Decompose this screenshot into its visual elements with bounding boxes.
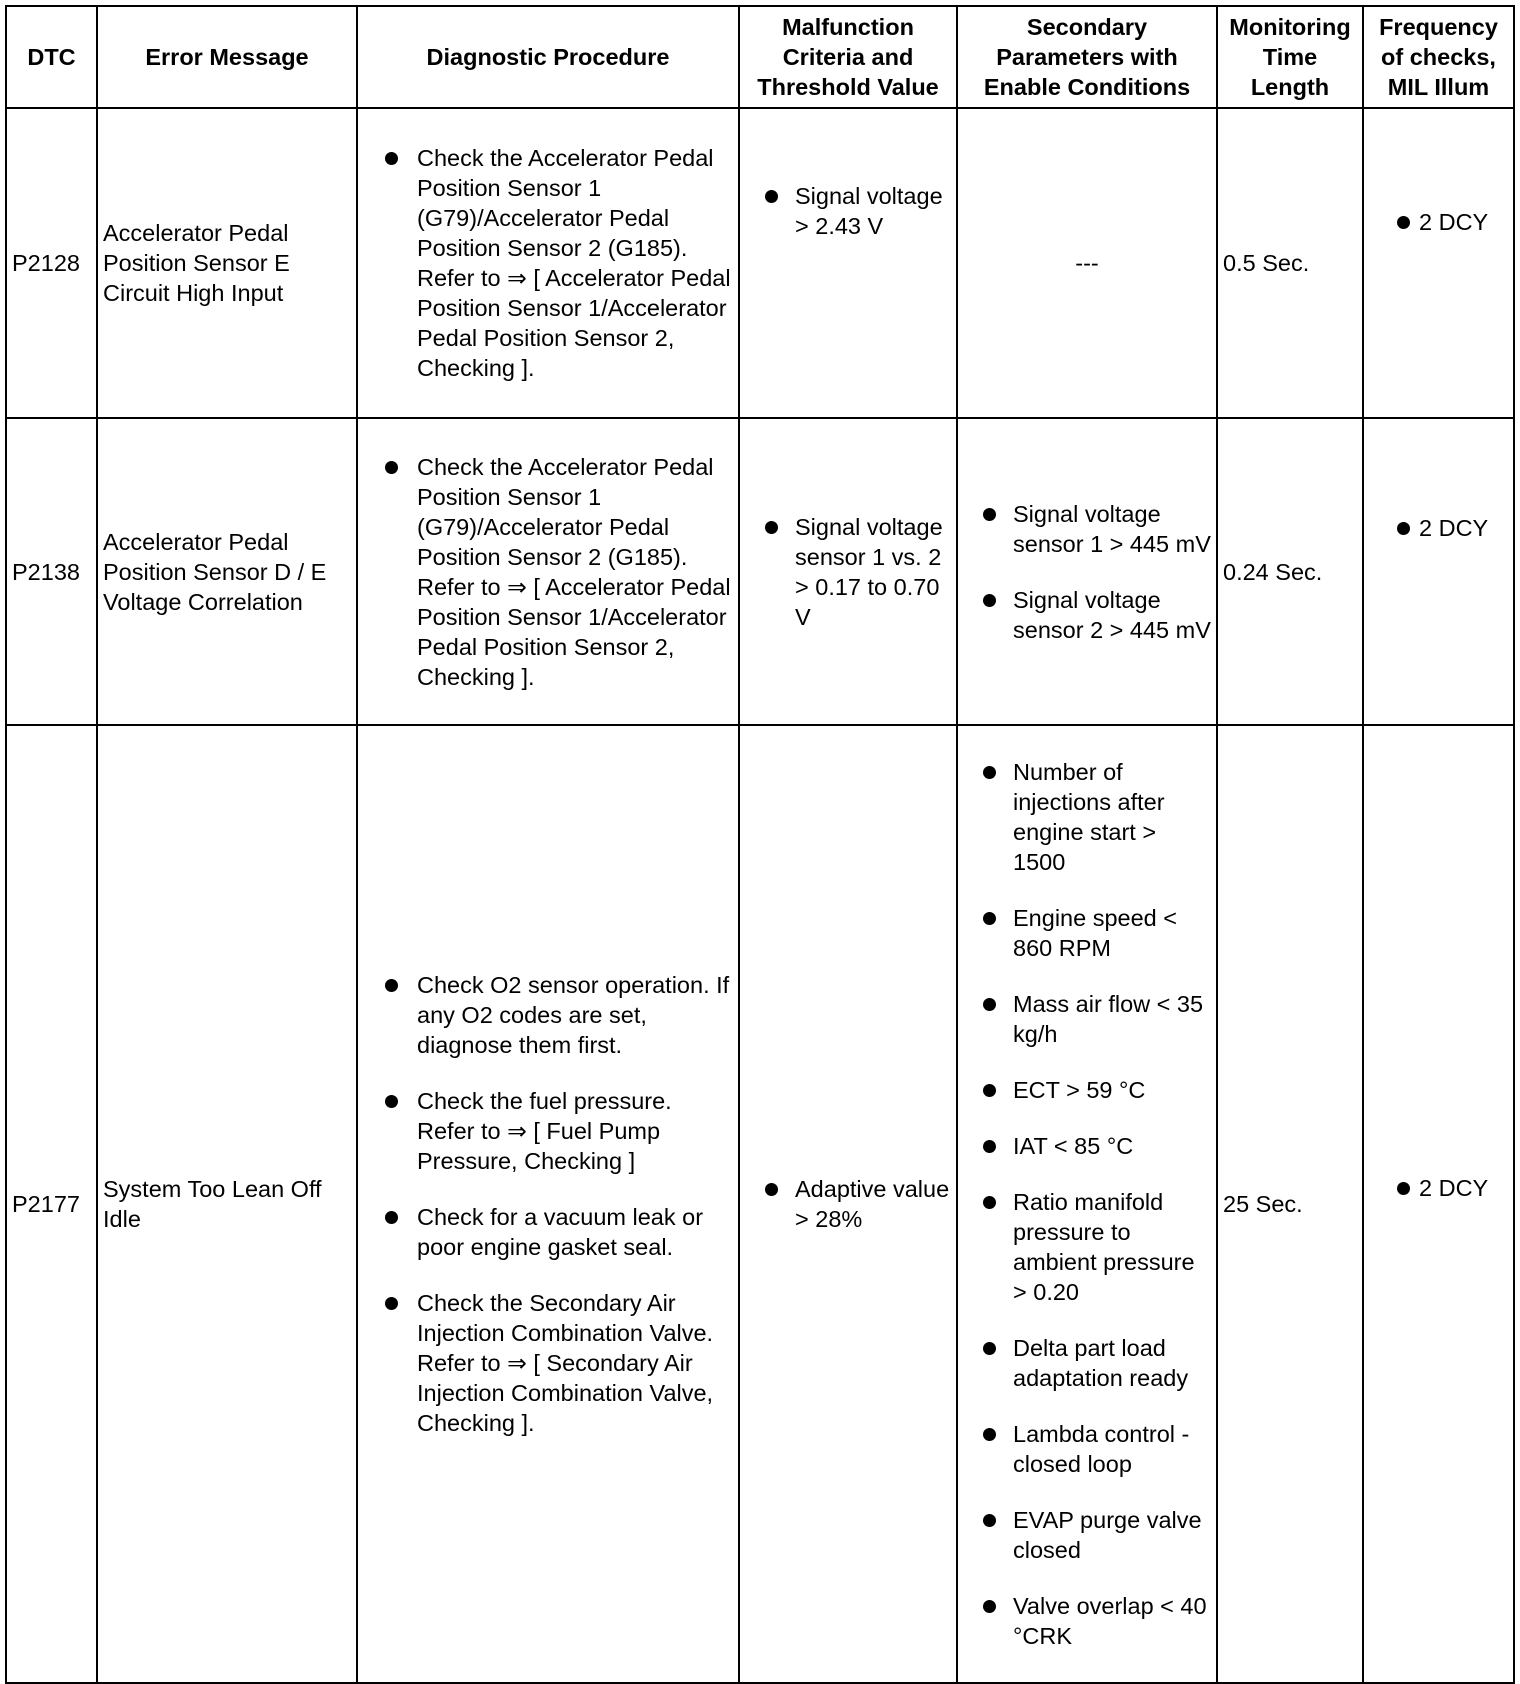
monitoring-time: 25 Sec. bbox=[1217, 725, 1363, 1683]
list-item: Mass air flow < 35 kg/h bbox=[963, 989, 1211, 1049]
header-error-message: Error Message bbox=[97, 6, 357, 108]
list-item: Lambda control - closed loop bbox=[963, 1419, 1211, 1479]
monitoring-time: 0.5 Sec. bbox=[1217, 108, 1363, 418]
list-item: Signal voltage sensor 1 > 445 mV bbox=[963, 499, 1211, 559]
diagnostic-procedure bbox=[357, 725, 739, 1683]
list-item: ECT > 59 °C bbox=[963, 1075, 1211, 1105]
list-item: Number of injections after engine start > 1500 bbox=[963, 757, 1211, 877]
list-item: 2 DCY bbox=[1369, 1173, 1508, 1203]
list-item: Adaptive value > 28% bbox=[745, 1174, 951, 1234]
frequency-list bbox=[1369, 207, 1508, 237]
list-item: Valve overlap < 40 °CRK bbox=[963, 1591, 1211, 1651]
header-diagnostic-procedure: Diagnostic Procedure bbox=[357, 6, 739, 108]
secondary-parameters bbox=[957, 725, 1217, 1683]
diagnostic-procedure-list bbox=[363, 452, 733, 692]
list-item: EVAP purge valve closed bbox=[963, 1505, 1211, 1565]
header-secondary-parameters: Secondary Parameters with Enable Conditions bbox=[957, 6, 1217, 108]
list-item: Check the Accelerator Pedal Position Sensor 1 (G79)/Accelerator Pedal Position Sensor 2 (G185). Refer to ⇒ [ Accelerator Pedal Position Sensor 1/Accelerator Pedal Position Sensor 2, Checking ]. bbox=[363, 143, 733, 383]
secondary-parameters-list bbox=[963, 499, 1211, 645]
list-item: Check O2 sensor operation. If any O2 codes are set, diagnose them first. bbox=[363, 970, 733, 1060]
list-item: Check the fuel pressure. Refer to ⇒ [ Fuel Pump Pressure, Checking ] bbox=[363, 1086, 733, 1176]
list-item: Check the Secondary Air Injection Combination Valve. Refer to ⇒ [ Secondary Air Injection Combination Valve, Checking ]. bbox=[363, 1288, 733, 1438]
secondary-parameters-list bbox=[963, 757, 1211, 1651]
list-item: Check for a vacuum leak or poor engine gasket seal. bbox=[363, 1202, 733, 1262]
malfunction-criteria-list bbox=[745, 1174, 951, 1234]
error-message: Accelerator Pedal Position Sensor D / E Voltage Correlation bbox=[97, 418, 357, 725]
frequency bbox=[1363, 725, 1514, 1683]
list-item: 2 DCY bbox=[1369, 207, 1508, 237]
error-message: Accelerator Pedal Position Sensor E Circuit High Input bbox=[97, 108, 357, 418]
header-monitoring-time: Monitoring Time Length bbox=[1217, 6, 1363, 108]
frequency bbox=[1363, 418, 1514, 725]
list-item: Ratio manifold pressure to ambient pressure > 0.20 bbox=[963, 1187, 1211, 1307]
frequency bbox=[1363, 108, 1514, 418]
malfunction-criteria-list bbox=[745, 181, 951, 241]
malfunction-criteria bbox=[739, 108, 957, 418]
list-item: Signal voltage sensor 1 vs. 2 > 0.17 to 0.70 V bbox=[745, 512, 951, 632]
dtc-code: P2128 bbox=[6, 108, 97, 418]
dtc-table bbox=[5, 5, 1515, 1684]
list-item: Signal voltage sensor 2 > 445 mV bbox=[963, 585, 1211, 645]
list-item: Signal voltage > 2.43 V bbox=[745, 181, 951, 241]
list-item: Delta part load adaptation ready bbox=[963, 1333, 1211, 1393]
secondary-parameters: --- bbox=[957, 108, 1217, 418]
diagnostic-procedure-list bbox=[363, 970, 733, 1438]
list-item: IAT < 85 °C bbox=[963, 1131, 1211, 1161]
malfunction-criteria bbox=[739, 725, 957, 1683]
dtc-code: P2177 bbox=[6, 725, 97, 1683]
table-row bbox=[6, 418, 1514, 725]
list-item: Engine speed < 860 RPM bbox=[963, 903, 1211, 963]
malfunction-criteria-list bbox=[745, 512, 951, 632]
table-row bbox=[6, 108, 1514, 418]
frequency-list bbox=[1369, 1173, 1508, 1203]
list-item: 2 DCY bbox=[1369, 513, 1508, 543]
malfunction-criteria bbox=[739, 418, 957, 725]
diagnostic-procedure bbox=[357, 418, 739, 725]
header-malfunction-criteria: Malfunction Criteria and Threshold Value bbox=[739, 6, 957, 108]
frequency-list bbox=[1369, 513, 1508, 543]
header-dtc: DTC bbox=[6, 6, 97, 108]
diagnostic-procedure bbox=[357, 108, 739, 418]
dtc-code: P2138 bbox=[6, 418, 97, 725]
error-message: System Too Lean Off Idle bbox=[97, 725, 357, 1683]
header-row bbox=[6, 6, 1514, 108]
header-frequency: Frequency of checks, MIL Illum bbox=[1363, 6, 1514, 108]
secondary-parameters bbox=[957, 418, 1217, 725]
diagnostic-procedure-list bbox=[363, 143, 733, 383]
list-item: Check the Accelerator Pedal Position Sensor 1 (G79)/Accelerator Pedal Position Sensor 2 (G185). Refer to ⇒ [ Accelerator Pedal Position Sensor 1/Accelerator Pedal Position Sensor 2, Checking ]. bbox=[363, 452, 733, 692]
monitoring-time: 0.24 Sec. bbox=[1217, 418, 1363, 725]
table-row bbox=[6, 725, 1514, 1683]
